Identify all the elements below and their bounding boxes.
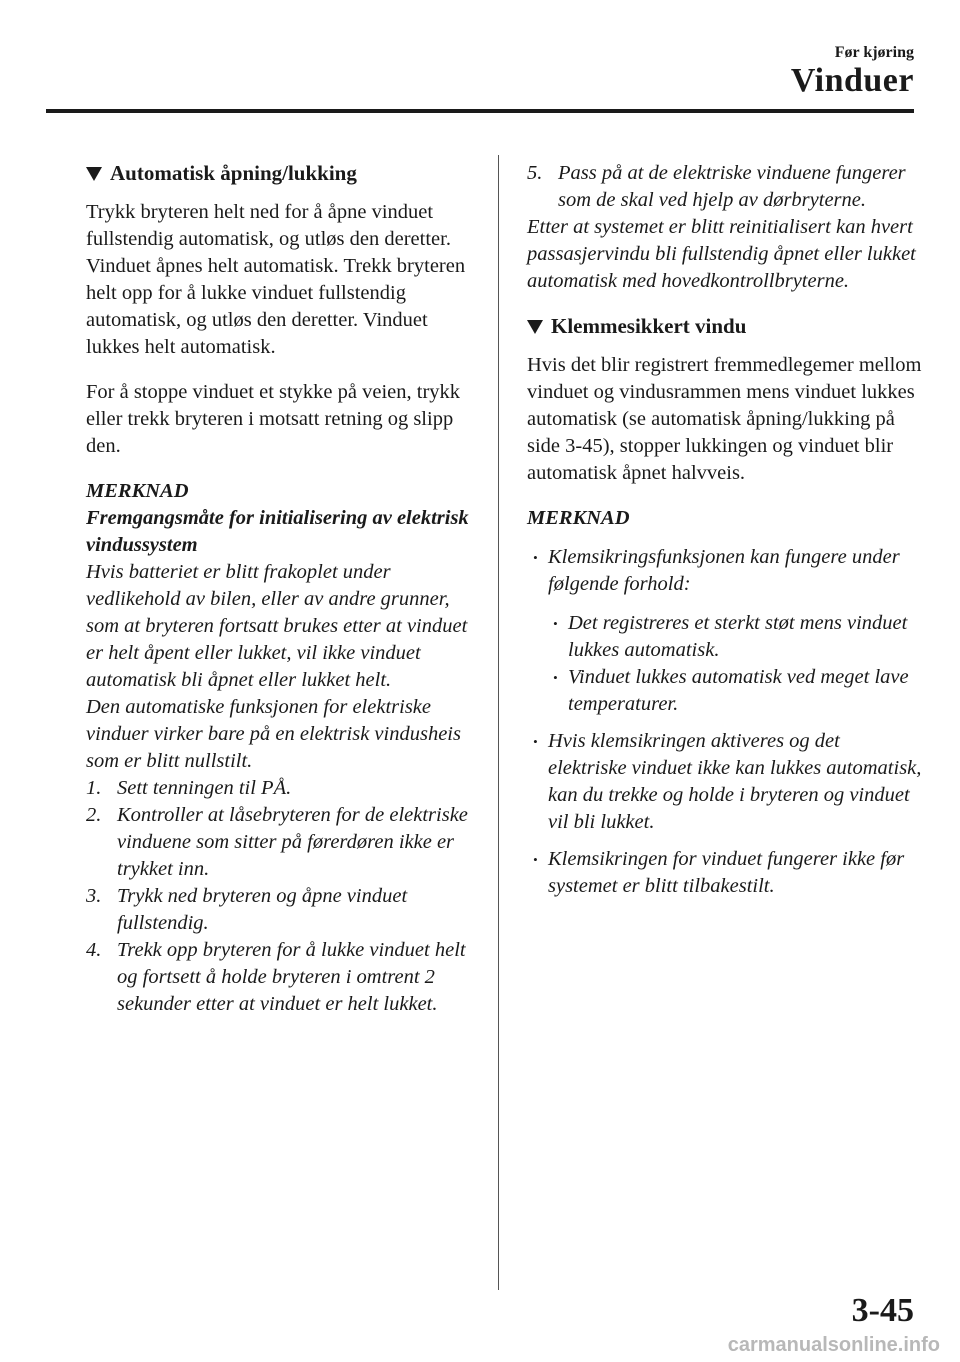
step-text: Trekk opp bryteren for å lukke vinduet helt og fortsett å holde bryteren i omtrent 2 sekunder etter at vinduet er helt lukket. bbox=[117, 939, 466, 1015]
heading-text: Automatisk åpning/lukking bbox=[110, 161, 357, 185]
step-number: 1. bbox=[86, 777, 102, 799]
note-paragraph: Den automatiske funksjonen for elektriske vinduer virker bare på en elektrisk vindusheis som er blitt nullstilt. bbox=[86, 696, 461, 772]
list-item: • Klemsikringen for vinduet fungerer ikke før systemet er blitt tilbakestilt. bbox=[527, 846, 922, 900]
watermark: carmanualsonline.info bbox=[727, 1334, 940, 1356]
step-list bbox=[86, 775, 486, 1018]
column-divider bbox=[498, 155, 499, 1290]
step-text: Pass på at de elektriske vinduene fungerer som de skal ved hjelp av dørbryterne. bbox=[558, 162, 906, 211]
list-item bbox=[86, 937, 486, 1018]
step-number: 2. bbox=[86, 804, 102, 826]
list-item bbox=[86, 775, 486, 802]
list-item bbox=[86, 802, 486, 883]
list-item: • Vinduet lukkes automatisk ved meget lave temperaturer. bbox=[548, 664, 922, 718]
triangle-down-icon bbox=[527, 320, 543, 334]
heading-automatic-open-close bbox=[86, 160, 486, 187]
step-text: Sett tenningen til PÅ. bbox=[117, 777, 292, 799]
paragraph: For å stoppe vinduet et stykke på veien, trykk eller trekk bryteren i motsatt retning og slipp den. bbox=[86, 381, 461, 457]
note-title: Fremgangsmåte for initialisering av elektrisk vindussystem bbox=[86, 507, 469, 556]
page-number: 3-45 bbox=[851, 1292, 914, 1329]
step-text: Kontroller at låsebryteren for de elektriske vinduene som sitter på førerdøren ikke er trykket inn. bbox=[117, 804, 468, 880]
list-item: • Det registreres et sterkt støt mens vinduet lukkes automatisk. bbox=[548, 610, 922, 664]
right-column bbox=[527, 160, 922, 910]
header-divider bbox=[46, 109, 914, 113]
left-column bbox=[86, 160, 486, 1018]
list-item: • Hvis klemsikringen aktiveres og det elektriske vinduet ikke kan lukkes automatisk, kan du trekke og holde i bryteren og vinduet vil bli lukket. bbox=[527, 728, 922, 836]
bullet-text: Klemsikringsfunksjonen kan fungere under følgende forhold: bbox=[548, 546, 900, 595]
triangle-down-icon bbox=[86, 167, 102, 181]
step-number: 4. bbox=[86, 939, 102, 961]
note-bullet-list bbox=[527, 544, 922, 900]
heading-pinch-protection bbox=[527, 313, 922, 340]
note-paragraph: Hvis batteriet er blitt frakoplet under vedlikehold av bilen, eller av andre grunner, som at bryteren fortsatt brukes etter at vinduet er helt åpent eller lukket, vil ikke vinduet automatisk bli åpnet eller lukket helt. bbox=[86, 561, 468, 691]
step-number: 5. bbox=[527, 162, 543, 184]
note-label: MERKNAD bbox=[527, 507, 630, 529]
heading-text: Klemmesikkert vindu bbox=[551, 314, 747, 338]
note-paragraph: Etter at systemet er blitt reinitialisert kan hvert passasjervindu bli fullstendig åpnet eller lukket automatisk med hovedkontrollbryterne. bbox=[527, 216, 916, 292]
step-number: 3. bbox=[86, 885, 102, 907]
note-label: MERKNAD bbox=[86, 480, 189, 502]
paragraph: Trykk bryteren helt ned for å åpne vinduet fullstendig automatisk, og utløs den deretter. Vinduet åpnes helt automatisk. Trekk bryteren helt opp for å lukke vinduet fullstendig automatisk, og utløs den deretter. Vinduet lukkes helt automatisk. bbox=[86, 201, 466, 358]
sub-bullet-list bbox=[548, 610, 922, 718]
list-item bbox=[527, 160, 922, 214]
list-item bbox=[527, 544, 922, 718]
section-title: Vinduer bbox=[790, 62, 914, 99]
step-text: Trykk ned bryteren og åpne vinduet fullstendig. bbox=[117, 885, 408, 934]
paragraph: Hvis det blir registrert fremmedlegemer mellom vinduet og vindusrammen mens vinduet lukkes automatisk (se automatisk åpning/lukking på side 3-45), stopper lukkingen og vinduet blir automatisk åpnet halvveis. bbox=[527, 354, 922, 484]
step-list-continued bbox=[527, 160, 922, 214]
chapter-label: Før kjøring bbox=[834, 44, 914, 61]
list-item bbox=[86, 883, 486, 937]
